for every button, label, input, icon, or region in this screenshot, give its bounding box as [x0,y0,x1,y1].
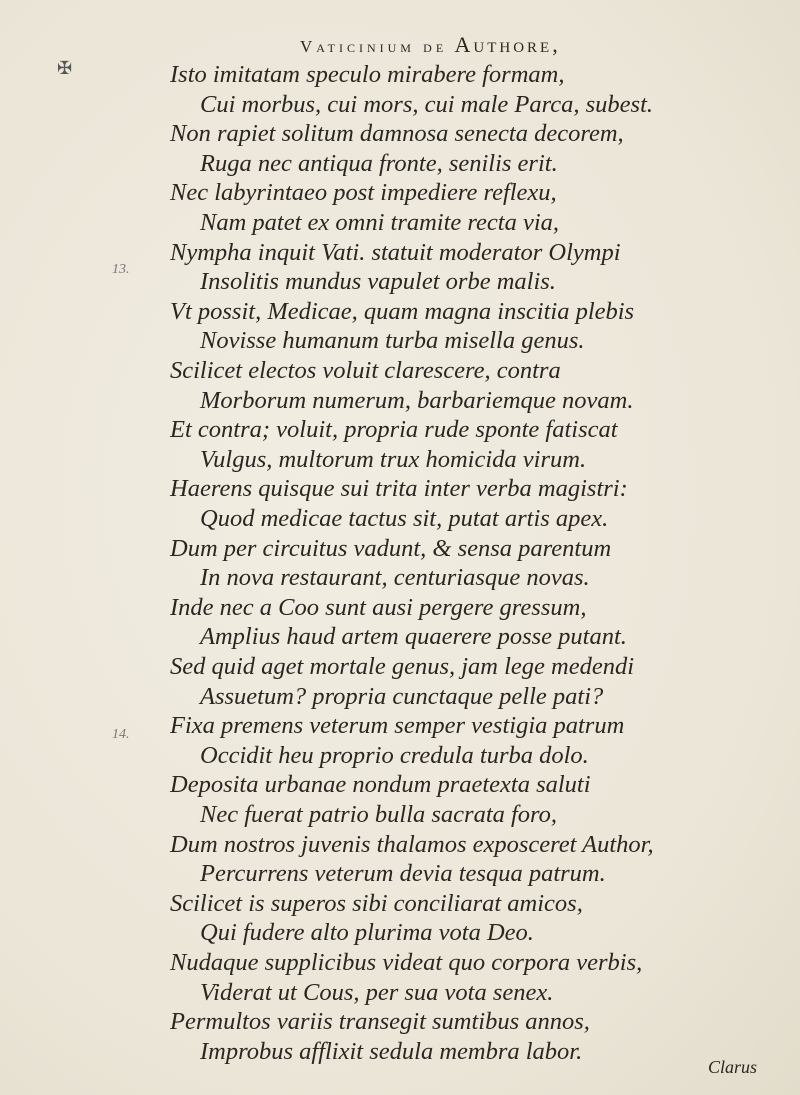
verse-line: Nympha inquit Vati. statuit moderator Olympi [170,238,621,266]
verse-line: Improbus afflixit sedula membra labor. [200,1037,583,1065]
verse-line: Percurrens veterum devia tesqua patrum. [200,860,606,888]
header-title-caps: Authore, [454,32,561,57]
margin-note-13: 13. [112,262,130,277]
catchword: Clarus [708,1057,758,1077]
verse-line: Qui fudere alto plurima vota Deo. [200,919,534,947]
verse-line: Assuetum? propria cunctaque pelle pati? [200,682,604,710]
verse-line: Inde nec a Coo sunt ausi pergere gressum, [170,593,587,621]
verse-line: In nova restaurant, centuriasque novas. [200,564,590,592]
verse-line: Non rapiet solitum damnosa senecta decorem, [170,120,624,148]
verse-line: Quod medicae tactus sit, putat artis apex. [200,505,609,532]
verse-line: Isto imitatam speculo mirabere formam, [170,61,565,88]
verse-line: Nec labyrintaeo post impediere reflexu, [170,179,557,207]
verse-line: Fixa premens veterum semper vestigia patrum [170,712,625,740]
verse-line: Cui morbus, cui mors, cui male Parca, subest. [200,90,653,118]
verse-line: Permultos variis transegit sumtibus annos, [170,1008,590,1036]
verse-line: Scilicet is superos sibi conciliarat amicos, [170,889,583,917]
verse-line: Morborum numerum, barbariemque novam. [200,386,634,414]
verse-line: Viderat ut Cous, per sua vota senex. [200,978,554,1006]
verse-line: Ruga nec antiqua fronte, senilis erit. [200,149,558,177]
verse-line: Deposita urbanae nondum praetexta saluti [170,771,591,799]
verse-line: Insolitis mundus vapulet orbe malis. [200,268,556,296]
verse-line: Nec fuerat patrio bulla sacrata foro, [200,801,558,828]
verse-line: Et contra; voluit, propria rude sponte fatiscat [170,416,618,444]
verse-line: Vt possit, Medicae, quam magna inscitia plebis [170,297,635,325]
verse-line: Sed quid aget mortale genus, jam lege medendi [170,653,635,680]
verse-line: Haerens quisque sui trita inter verba magistri: [170,475,628,503]
verse-line: Dum nostros juvenis thalamos exposceret Author, [170,830,654,858]
verse-line: Amplius haud artem quaerere posse putant. [200,623,627,651]
verse-line: Scilicet electos voluit clarescere, contra [170,357,561,384]
verse-line: Novisse humanum turba misella genus. [200,327,585,355]
verse-line: Vulgus, multorum trux homicida virum. [200,445,587,473]
verse-line: Dum per circuitus vadunt, & sensa parentum [170,534,612,562]
verse-line: Nam patet ex omni tramite recta via, [200,209,560,236]
cross-symbol: ✠ [57,58,73,78]
verse-line: Occidit heu proprio credula turba dolo. [200,741,589,769]
margin-note-14: 14. [112,727,130,742]
verse-line: Nudaque supplicibus videat quo corpora verbis, [170,949,643,976]
running-header [300,32,800,58]
header-title-small: Vaticinium de [300,37,448,56]
